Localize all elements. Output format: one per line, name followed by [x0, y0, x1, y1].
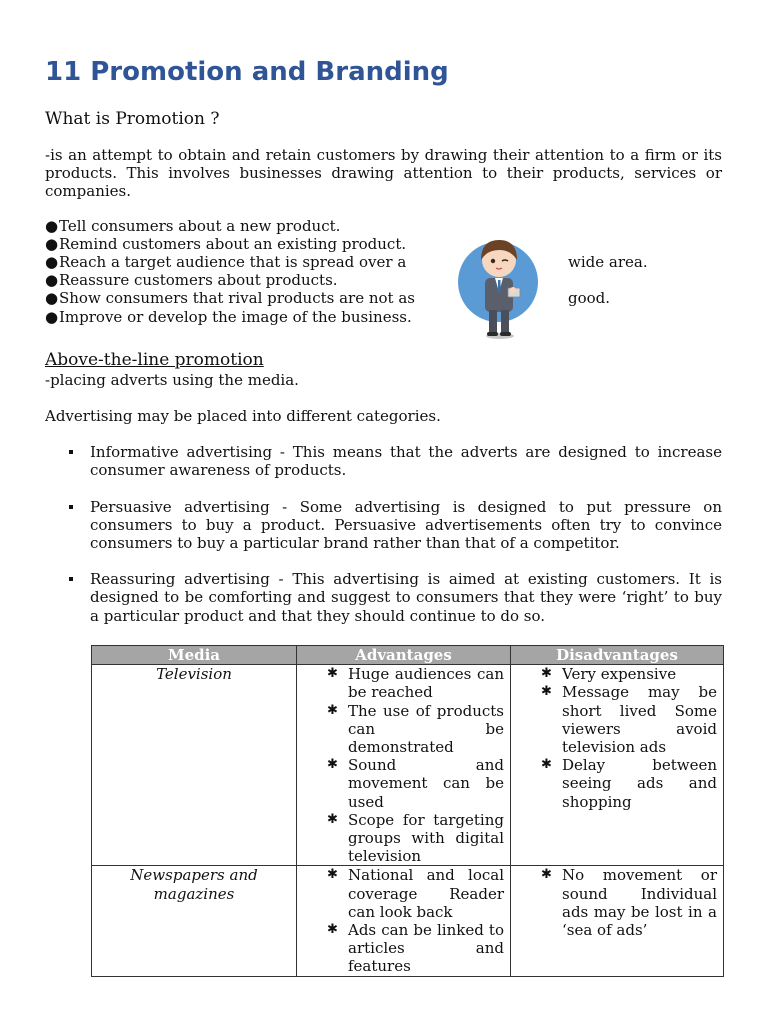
star-bullet-icon: ✱: [327, 702, 338, 718]
list-item: ✱ Huge audiences can be reached: [327, 665, 504, 702]
bullet-icon: ●: [45, 234, 59, 253]
businessman-mascot-icon: [455, 230, 545, 342]
list-item: ✱ Very expensive: [541, 665, 677, 684]
table-row: [92, 665, 724, 866]
star-bullet-icon: ✱: [327, 666, 338, 682]
bullet-icon: ●: [45, 307, 59, 326]
advantages-cell: [297, 866, 511, 976]
chapter-heading: [45, 50, 722, 94]
list-item: ✱ National and local coverage Reader can look back: [327, 866, 504, 921]
media-comparison-table: [91, 645, 724, 977]
bullet-icon: ●: [45, 216, 59, 235]
list-item: ✱ Message may be short lived Some viewers avoid television ads: [541, 683, 717, 757]
star-bullet-icon: ✱: [541, 666, 552, 682]
purpose-list: [45, 217, 722, 326]
column-header: Disadvantages: [511, 646, 724, 665]
media-cell: Television: [92, 665, 297, 866]
list-item: Reassuring advertising - This advertising is aimed at existing customers. It is designed to be comforting and suggest to consumers that they were ‘right’ to buy a particular product and that they should continue to do so.: [45, 570, 722, 625]
list-item: ●Reach a target audience that is spread over a wide area.: [45, 252, 648, 271]
square-bullet-icon: [69, 450, 73, 454]
list-item: ✱ The use of products can be demonstrated: [327, 701, 504, 757]
star-bullet-icon: ✱: [541, 867, 552, 883]
list-item: ●Show consumers that rival products are not as good.: [45, 289, 611, 308]
list-item: ✱ Sound and movement can be used: [327, 756, 504, 811]
list-item: ●Improve or develop the image of the business.: [45, 307, 412, 326]
star-bullet-icon: ✱: [541, 757, 552, 773]
column-header: Advantages: [297, 646, 511, 665]
star-bullet-icon: ✱: [327, 757, 338, 773]
section-definition: -placing adverts using the media.: [45, 370, 299, 389]
bullet-icon: ●: [45, 271, 59, 290]
star-bullet-icon: ✱: [541, 684, 552, 700]
list-item: ●Reassure customers about products.: [45, 271, 338, 290]
categories-intro: Advertising may be placed into different categories.: [45, 406, 441, 425]
table-row: [92, 866, 724, 976]
column-header: Media: [92, 646, 297, 665]
star-bullet-icon: ✱: [327, 811, 338, 827]
star-bullet-icon: ✱: [327, 922, 338, 938]
advertising-categories: [45, 443, 722, 625]
bullet-icon: ●: [45, 289, 59, 308]
list-item: ●Remind customers about an existing product.: [45, 234, 407, 253]
document-page: [45, 50, 722, 976]
list-item: ✱ Delay between seeing ads and shopping: [541, 756, 717, 811]
square-bullet-icon: [69, 505, 73, 509]
list-item: Informative advertising - This means that the adverts are designed to increase consumer awareness of products.: [45, 443, 722, 479]
square-bullet-icon: [69, 577, 73, 581]
section-title: Above-the-line promotion: [45, 349, 264, 370]
advantages-cell: [297, 665, 511, 866]
question-heading: What is Promotion ?: [45, 109, 220, 129]
chapter-title: Promotion and Branding: [90, 57, 449, 87]
chapter-number: 11: [45, 57, 82, 87]
list-item: ✱ No movement or sound Individual ads may be lost in a ‘sea of ads’: [541, 866, 717, 940]
list-item: ●Tell consumers about a new product.: [45, 216, 341, 235]
disadvantages-cell: [511, 665, 724, 866]
media-cell: Newspapers and magazines: [92, 866, 297, 976]
disadvantages-cell: [511, 866, 724, 976]
list-item: Persuasive advertising - Some advertising is designed to put pressure on consumers to buy a product. Persuasive advertisements often try to convince consumers to buy a particular brand rather than that of a competitor.: [45, 498, 722, 553]
list-item: ✱ Ads can be linked to articles and features: [327, 921, 504, 976]
bullet-icon: ●: [45, 252, 59, 271]
list-item: ✱ Scope for targeting groups with digital television: [327, 810, 504, 866]
promotion-definition: -is an attempt to obtain and retain customers by drawing their attention to a firm or its products. This involves businesses drawing attention to their products, services or companies.: [45, 146, 722, 201]
table-header-row: [92, 646, 724, 665]
star-bullet-icon: ✱: [327, 867, 338, 883]
